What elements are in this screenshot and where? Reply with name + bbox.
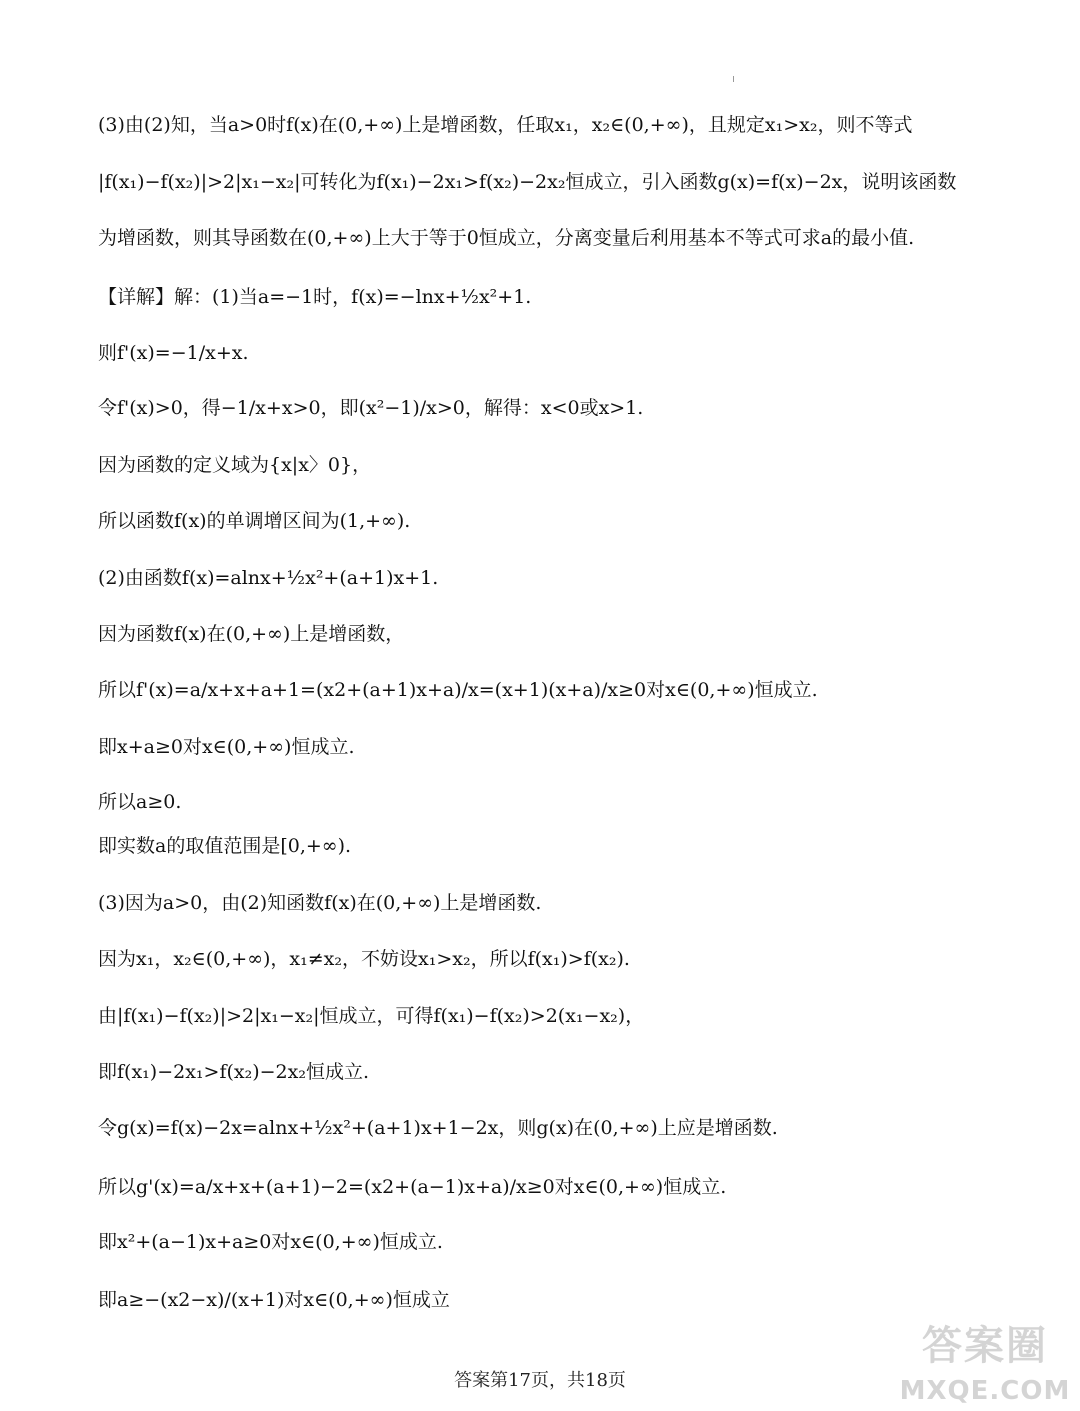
text-line: 令g(x)=f(x)−2x=alnx+½x²+(a+1)x+1−2x，则g(x)在(0,+∞)上应是增函数. <box>98 1117 778 1139</box>
text-line: (3)因为a>0，由(2)知函数f(x)在(0,+∞)上是增函数. <box>98 892 542 914</box>
text-line: 因为函数的定义域为{x|x〉0}， <box>98 454 372 476</box>
text-line: 所以f'(x)=a/x+x+a+1=(x2+(a+1)x+a)/x=(x+1)(x+a)/x≥0对x∈(0,+∞)恒成立. <box>98 679 818 701</box>
text-line: 为增函数，则其导函数在(0,+∞)上大于等于0恒成立，分离变量后利用基本不等式可求a的最小值. <box>98 227 915 249</box>
watermark-logo <box>896 1318 1074 1410</box>
text-line: 因为函数f(x)在(0,+∞)上是增函数， <box>98 623 405 645</box>
text-line: (2)由函数f(x)=alnx+½x²+(a+1)x+1. <box>98 567 439 589</box>
text-line: |f(x₁)−f(x₂)|>2|x₁−x₂|可转化为f(x₁)−2x₁>f(x₂)−2x₂恒成立，引入函数g(x)=f(x)−2x，说明该函数 <box>98 171 957 193</box>
text-line: 所以a≥0. <box>98 791 182 813</box>
watermark-text: 答案圈 <box>922 1323 1048 1369</box>
text-line: 则f'(x)=−1/x+x. <box>98 342 249 364</box>
text-line: 即实数a的取值范围是[0,+∞). <box>98 835 352 857</box>
text-line: 由|f(x₁)−f(x₂)|>2|x₁−x₂|恒成立，可得f(x₁)−f(x₂)>2(x₁−x₂)， <box>98 1005 645 1027</box>
text-line: 所以函数f(x)的单调增区间为(1,+∞). <box>98 510 411 532</box>
watermark-domain: MXQE.COM <box>899 1376 1071 1406</box>
text-line: 因为x₁，x₂∈(0,+∞)，x₁≠x₂，不妨设x₁>x₂，所以f(x₁)>f(x₂). <box>98 948 630 970</box>
text-line: (3)由(2)知，当a>0时f(x)在(0,+∞)上是增函数，任取x₁，x₂∈(0,+∞)，且规定x₁>x₂，则不等式 <box>98 114 913 136</box>
page-footer: 答案第17页，共18页 <box>454 1370 626 1391</box>
scan-mark <box>733 76 734 82</box>
text-line: 即x²+(a−1)x+a≥0对x∈(0,+∞)恒成立. <box>98 1231 443 1253</box>
text-line: 【详解】解：(1)当a=−1时，f(x)=−lnx+½x²+1. <box>98 286 532 308</box>
text-line: 令f'(x)>0，得−1/x+x>0，即(x²−1)/x>0，解得：x<0或x>1. <box>98 397 644 419</box>
text-line: 即a≥−(x2−x)/(x+1)对x∈(0,+∞)恒成立 <box>98 1289 450 1311</box>
text-line: 所以g'(x)=a/x+x+(a+1)−2=(x2+(a−1)x+a)/x≥0对x∈(0,+∞)恒成立. <box>98 1176 727 1198</box>
text-line: 即f(x₁)−2x₁>f(x₂)−2x₂恒成立. <box>98 1061 370 1083</box>
text-line: 即x+a≥0对x∈(0,+∞)恒成立. <box>98 736 355 758</box>
